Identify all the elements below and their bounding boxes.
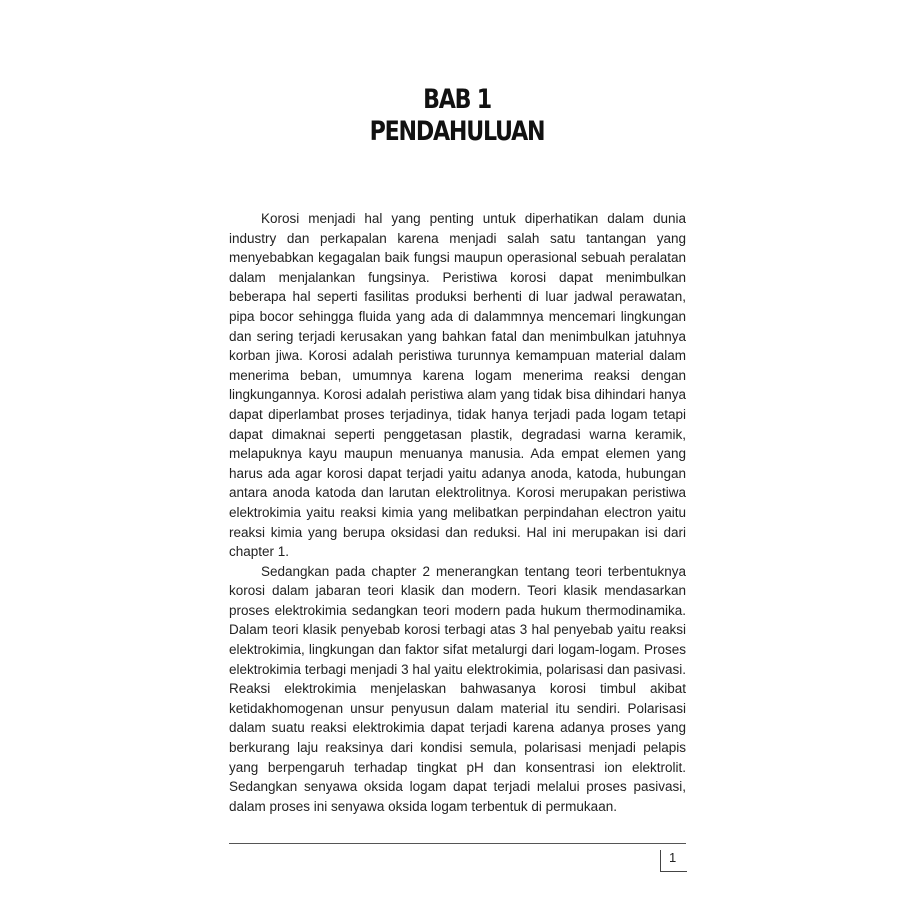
page-number-frame (660, 850, 687, 872)
paragraph-1: Korosi menjadi hal yang penting untuk diperhatikan dalam dunia industry dan perkapalan karena menjadi salah satu tantangan yang menyebabkan kegagalan baik fungsi maupun operasional sebuah peralatan dalam menjalankan fungsinya. Peristiwa korosi dapat menimbulkan beberapa hal seperti fasilitas produksi berhenti di luar jadwal perawatan, pipa bocor sehingga fluida yang ada di dalammnya mencemari lingkungan dan sering terjadi kerusakan yang bahkan fatal dan menimbulkan jatuhnya korban jiwa. Korosi adalah peristiwa turunnya kemampuan material dalam menerima beban, umumnya karena logam menerima reaksi dengan lingkungannya. Korosi adalah peristiwa alam yang tidak bisa dihindari hanya dapat diperlambat proses terjadinya, tidak hanya terjadi pada logam tetapi dapat dimaknai seperti penggetasan plastik, degradasi warna keramik, melapuknya kayu maupun menuanya manusia. Ada empat elemen yang harus ada agar korosi dapat terjadi yaitu adanya anoda, katoda, hubungan antara anoda katoda dan larutan elektrolitnya. Korosi merupakan peristiwa elektrokimia yaitu reaksi kimia yang melibatkan perpindahan electron yaitu reaksi kimia yang berupa oksidasi dan reduksi. Hal ini merupakan isi dari chapter 1. (229, 211, 686, 560)
chapter-heading (82, 84, 831, 148)
page-number: 1 (669, 850, 677, 865)
paragraph-2: Sedangkan pada chapter 2 menerangkan tentang teori terbentuknya korosi dalam jabaran teori klasik dan modern. Teori klasik mendasarkan proses elektrokimia sedangkan teori modern pada hukum thermodinamika. Dalam teori klasik penyebab korosi terbagi atas 3 hal penyebab yaitu reaksi elektrokimia, lingkungan dan faktor sifat metalurgi dari logam-logam. Proses elektrokimia terbagi menjadi 3 hal yaitu elektrokimia, polarisasi dan pasivasi. Reaksi elektrokimia menjelaskan bahwasanya korosi timbul akibat ketidakhomogenan unsur penyusun dalam material itu sendiri. Polarisasi dalam suatu reaksi elektrokimia dapat terjadi karena adanya proses yang berkurang laju reaksinya dari kondisi semula, polarisasi menjadi pelapis yang berpengaruh terhadap tingkat pH dan konsentrasi ion elektrolit. Sedangkan senyawa oksida logam dapat terjadi melalui proses pasivasi, dalam proses ini senyawa oksida logam terbentuk di permukaan. (229, 563, 686, 814)
footer-divider (229, 843, 686, 844)
chapter-title: PENDAHULUAN (369, 116, 545, 147)
chapter-number: BAB 1 (423, 84, 491, 115)
body-text (229, 209, 686, 816)
